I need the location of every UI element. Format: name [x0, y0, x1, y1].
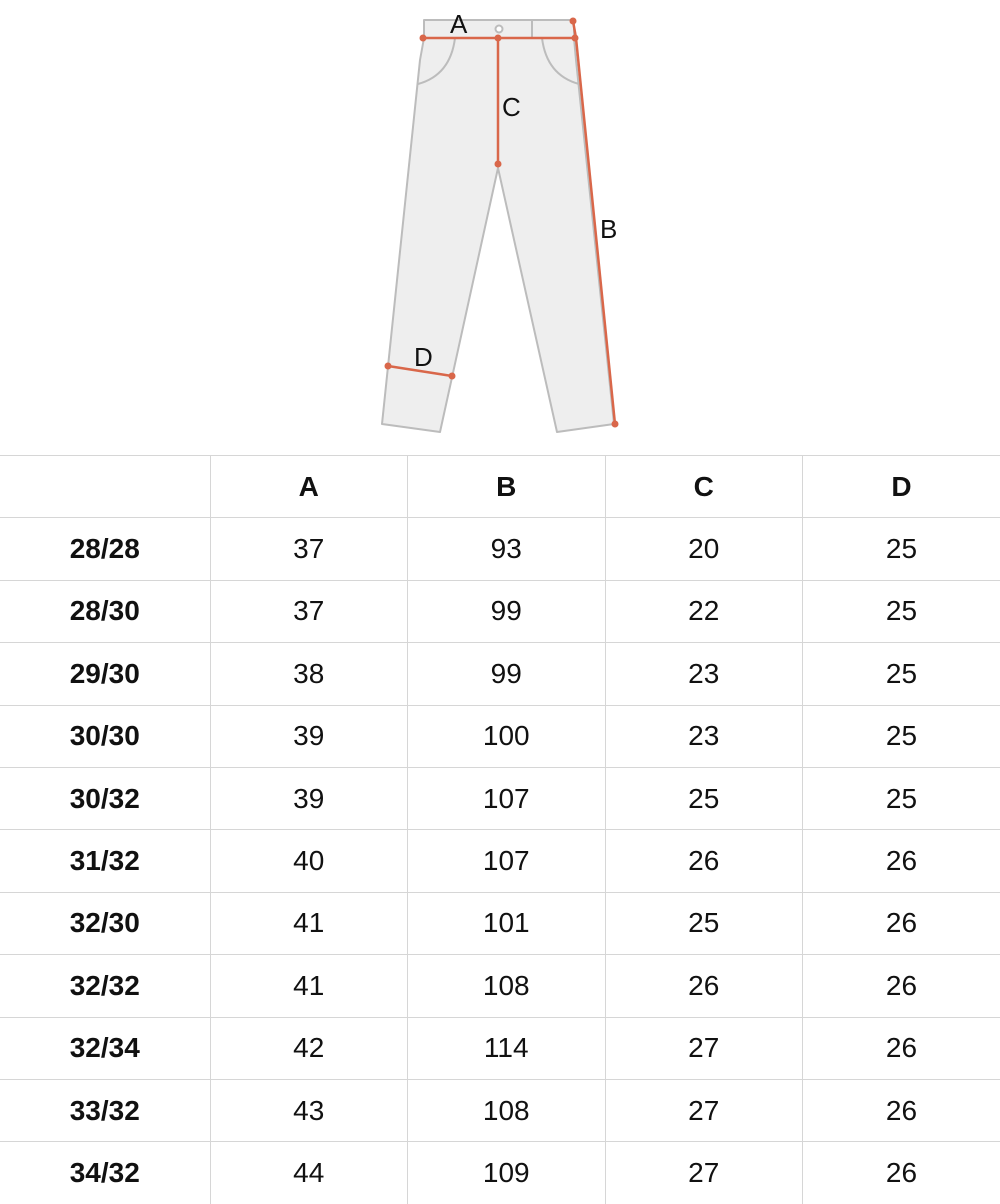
cell-a: 40 — [210, 830, 408, 892]
cell-a: 41 — [210, 892, 408, 954]
label-a: A — [450, 9, 468, 39]
cell-a: 42 — [210, 1017, 408, 1079]
cell-b: 109 — [408, 1142, 606, 1204]
cell-size: 31/32 — [0, 830, 210, 892]
cell-a: 44 — [210, 1142, 408, 1204]
table-row — [0, 892, 1000, 954]
cell-d: 26 — [803, 955, 1000, 1017]
cell-b: 107 — [408, 830, 606, 892]
table-row — [0, 705, 1000, 767]
cell-size: 30/32 — [0, 767, 210, 829]
header-c: C — [605, 456, 803, 518]
header-d: D — [803, 456, 1000, 518]
cell-d: 26 — [803, 892, 1000, 954]
cell-d: 25 — [803, 767, 1000, 829]
cell-c: 23 — [605, 705, 803, 767]
cell-b: 114 — [408, 1017, 606, 1079]
size-chart-header — [0, 456, 1000, 518]
cell-a: 37 — [210, 518, 408, 580]
cell-size: 29/30 — [0, 643, 210, 705]
cell-d: 25 — [803, 580, 1000, 642]
cell-a: 37 — [210, 580, 408, 642]
table-row — [0, 1079, 1000, 1141]
table-row — [0, 580, 1000, 642]
button-icon — [496, 26, 503, 33]
cell-c: 26 — [605, 830, 803, 892]
table-row — [0, 1142, 1000, 1204]
cell-d: 26 — [803, 1142, 1000, 1204]
table-row — [0, 767, 1000, 829]
cell-size: 30/30 — [0, 705, 210, 767]
cell-b: 108 — [408, 1079, 606, 1141]
table-row — [0, 643, 1000, 705]
cell-b: 99 — [408, 643, 606, 705]
cell-c: 20 — [605, 518, 803, 580]
cell-b: 100 — [408, 705, 606, 767]
table-row — [0, 518, 1000, 580]
size-chart-table — [0, 455, 1000, 1204]
header-a: A — [210, 456, 408, 518]
table-row — [0, 830, 1000, 892]
cell-a: 38 — [210, 643, 408, 705]
cell-d: 26 — [803, 1017, 1000, 1079]
cell-c: 26 — [605, 955, 803, 1017]
header-row — [0, 456, 1000, 518]
cell-size: 28/28 — [0, 518, 210, 580]
cell-b: 101 — [408, 892, 606, 954]
header-b: B — [408, 456, 606, 518]
table-row — [0, 1017, 1000, 1079]
cell-size: 32/32 — [0, 955, 210, 1017]
cell-d: 26 — [803, 830, 1000, 892]
label-c: C — [502, 92, 521, 122]
cell-c: 27 — [605, 1079, 803, 1141]
cell-size: 28/30 — [0, 580, 210, 642]
cell-a: 41 — [210, 955, 408, 1017]
label-d: D — [414, 342, 433, 372]
cell-b: 108 — [408, 955, 606, 1017]
cell-a: 39 — [210, 767, 408, 829]
cell-size: 32/30 — [0, 892, 210, 954]
cell-d: 25 — [803, 643, 1000, 705]
label-b: B — [600, 214, 617, 244]
cell-c: 25 — [605, 767, 803, 829]
cell-size: 33/32 — [0, 1079, 210, 1141]
cell-a: 43 — [210, 1079, 408, 1141]
cell-b: 99 — [408, 580, 606, 642]
cell-b: 93 — [408, 518, 606, 580]
cell-size: 32/34 — [0, 1017, 210, 1079]
pants-measurement-diagram — [0, 0, 1000, 445]
size-chart-body — [0, 518, 1000, 1204]
cell-c: 25 — [605, 892, 803, 954]
cell-c: 23 — [605, 643, 803, 705]
cell-b: 107 — [408, 767, 606, 829]
cell-d: 25 — [803, 518, 1000, 580]
cell-d: 25 — [803, 705, 1000, 767]
cell-c: 27 — [605, 1142, 803, 1204]
cell-size: 34/32 — [0, 1142, 210, 1204]
header-size — [0, 456, 210, 518]
table-row — [0, 955, 1000, 1017]
cell-a: 39 — [210, 705, 408, 767]
cell-c: 22 — [605, 580, 803, 642]
cell-d: 26 — [803, 1079, 1000, 1141]
cell-c: 27 — [605, 1017, 803, 1079]
